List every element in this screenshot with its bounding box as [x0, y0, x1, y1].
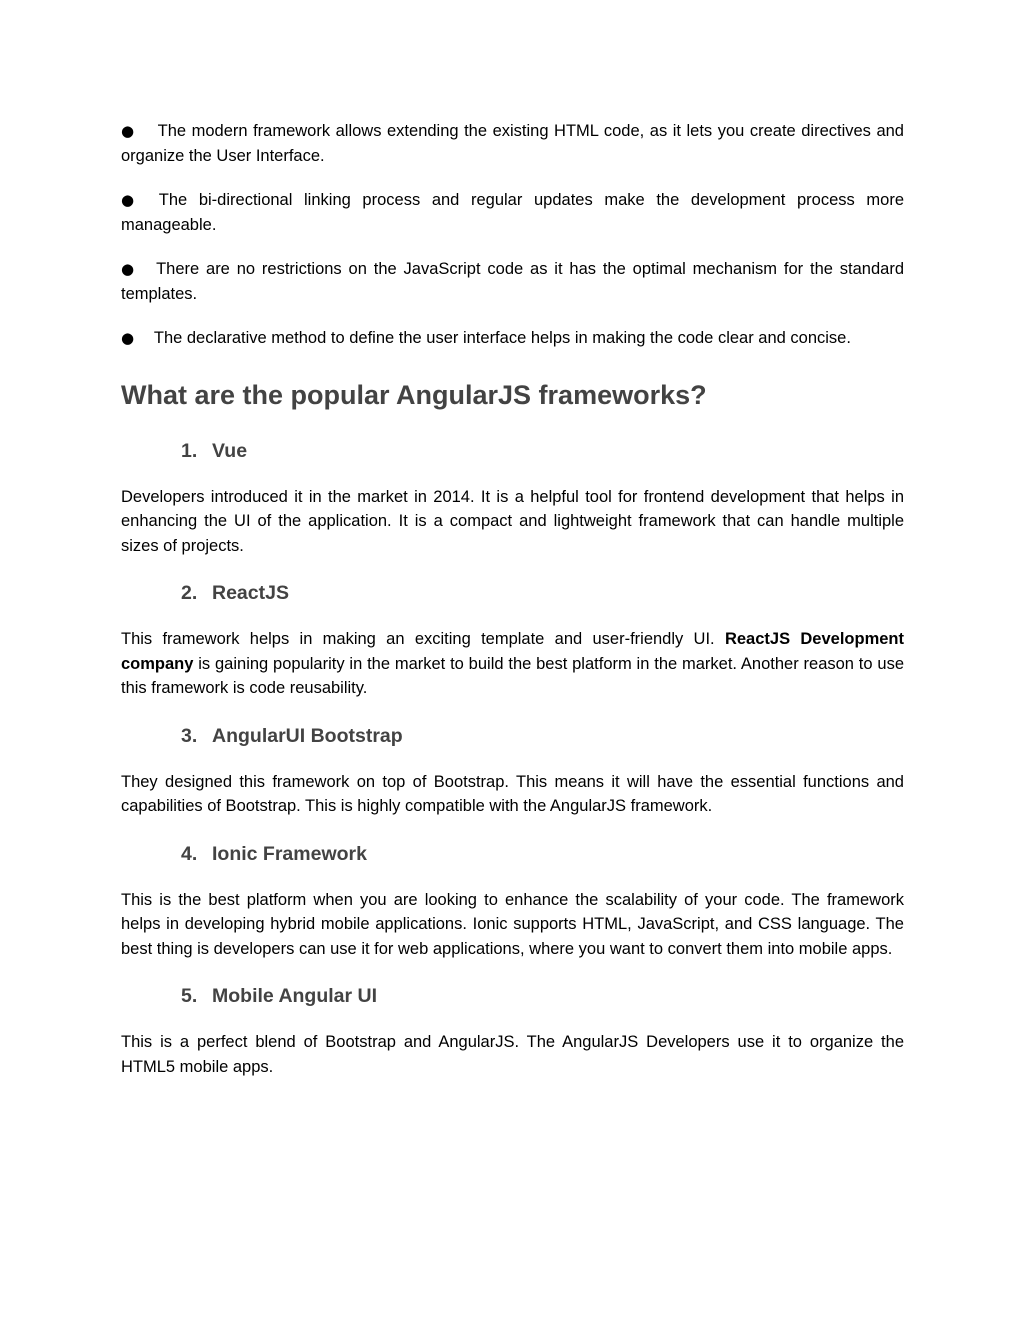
framework-heading-ionic	[121, 841, 904, 867]
framework-title: Vue	[212, 439, 248, 462]
bullet-text: The declarative method to define the user interface helps in making the code clear and concise.	[153, 329, 851, 347]
framework-heading-vue	[121, 438, 904, 464]
bullet-icon: ●	[121, 329, 135, 347]
reactjs-company-link[interactable]: ReactJS Development company	[121, 630, 904, 673]
framework-title: AngularUI Bootstrap	[212, 724, 403, 747]
description-text: This framework helps in making an exciting template and user-friendly UI.	[121, 630, 725, 648]
framework-description: This is the best platform when you are looking to enhance the scalability of your code. The framework helps in developing hybrid mobile applications. Ionic supports HTML, JavaScript, and CSS language. The best thing is developers can use it for web applications, where you want to convert them into mobile apps.	[121, 890, 904, 958]
framework-description: They designed this framework on top of Bootstrap. This means it will have the essential functions and capabilities of Bootstrap. This is highly compatible with the AngularJS framework.	[121, 772, 904, 815]
framework-description	[121, 627, 904, 701]
list-number: 3.	[181, 724, 198, 747]
bullet-item	[121, 257, 904, 306]
list-number: 1.	[181, 439, 198, 462]
bullet-icon: ●	[121, 260, 137, 278]
framework-title: ReactJS	[212, 582, 289, 604]
list-number: 2.	[181, 582, 198, 604]
framework-heading-mobile-angular-ui	[121, 983, 904, 1009]
framework-title: Ionic Framework	[212, 842, 367, 865]
bullet-text: The bi-directional linking process and regular updates make the development process more manageable.	[121, 191, 904, 234]
document-content	[121, 119, 904, 1079]
bullet-item	[121, 326, 904, 351]
bullet-text: The modern framework allows extending the existing HTML code, as it lets you create directives and organize the User Interface.	[121, 122, 904, 165]
list-number: 4.	[181, 842, 198, 865]
bullet-item	[121, 119, 904, 168]
bullet-text: There are no restrictions on the JavaScript code as it has the optimal mechanism for the standard templates.	[121, 260, 904, 303]
bullet-icon: ●	[121, 191, 142, 209]
framework-heading-angularui-bootstrap	[121, 723, 904, 749]
framework-description: This is a perfect blend of Bootstrap and AngularJS. The AngularJS Developers use it to organize the HTML5 mobile apps.	[121, 1033, 904, 1076]
bullet-icon: ●	[121, 122, 136, 140]
list-number: 5.	[181, 985, 198, 1007]
description-text: is gaining popularity in the market to build the best platform in the market. Another reason to use this framework is code reusability.	[121, 654, 904, 697]
framework-description: Developers introduced it in the market in 2014. It is a helpful tool for frontend development that helps in enhancing the UI of the application. It is a compact and lightweight framework that can handle multiple sizes of projects.	[121, 487, 904, 555]
section-heading: What are the popular AngularJS frameworks?	[121, 379, 707, 410]
framework-heading-reactjs	[121, 580, 904, 606]
bullet-item	[121, 188, 904, 237]
framework-title: Mobile Angular UI	[212, 985, 378, 1007]
